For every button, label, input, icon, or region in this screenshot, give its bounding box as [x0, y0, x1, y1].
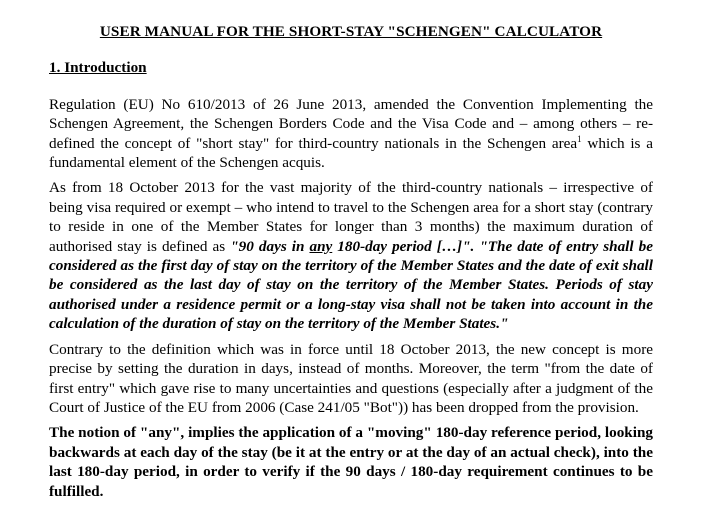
definition-quote-rest: 180-day period […]". "The date of entry shall be considered as the first day of stay on the territory of the Member States and the date of exit shall be considered as the last day of stay on the territory of the Member States. Periods of stay authorised under a residence permit or a long-stay visa shall not be taken into account in the calculation of the duration of stay on the territory of the Member States." — [49, 237, 653, 333]
paragraph-previous-definition: Contrary to the definition which was in force until 18 October 2013, the new concept is more precise by setting the duration in days, instead of months. Moreover, the term "from the date of first entry" which gave rise to many uncertainties and questions (especially after a judgment of the Court of Justice of the EU from 2006 (Case 241/05 "Bot")) has been dropped from the provision. — [49, 340, 653, 416]
paragraph-regulation-text: Regulation (EU) No 610/2013 of 26 June 2013, amended the Convention Implementing the Schengen Agreement, the Schengen Borders Code and the Visa Code and – among others – re-defined the concept of "short stay" for third-country nationals in the Schengen area — [49, 95, 653, 152]
paragraph-definition — [49, 178, 653, 333]
document-title: USER MANUAL FOR THE SHORT-STAY "SCHENGEN" CALCULATOR — [99, 23, 603, 40]
section-heading: 1. Introduction — [49, 59, 147, 77]
paragraph-definition-lead: As from 18 October 2013 for the vast majority of the third-country nationals – irrespective of being visa required or exempt – who intend to travel to the Schengen area for a short stay (contrary to reside in one of the Member States for longer than 3 months) the maximum duration of authorised stay is defined as — [49, 179, 653, 255]
paragraph-regulation — [49, 95, 653, 173]
paragraph-notion-any: The notion of "any", implies the application of a "moving" 180-day reference period, looking backwards at each day of the stay (be it at the entry or at the day of an actual check), into the last 180-day period, in order to verify if the 90 days / 180-day requirement continues to be fulfilled. — [49, 424, 653, 500]
footnote-mark[interactable]: 1 — [577, 133, 582, 144]
paragraph-regulation-text-after: which is a fundamental element of the Schengen acquis. — [49, 134, 653, 172]
definition-quote-start: "90 days in — [230, 237, 310, 255]
document-page — [49, 22, 653, 501]
definition-quote-any: any — [309, 237, 333, 255]
